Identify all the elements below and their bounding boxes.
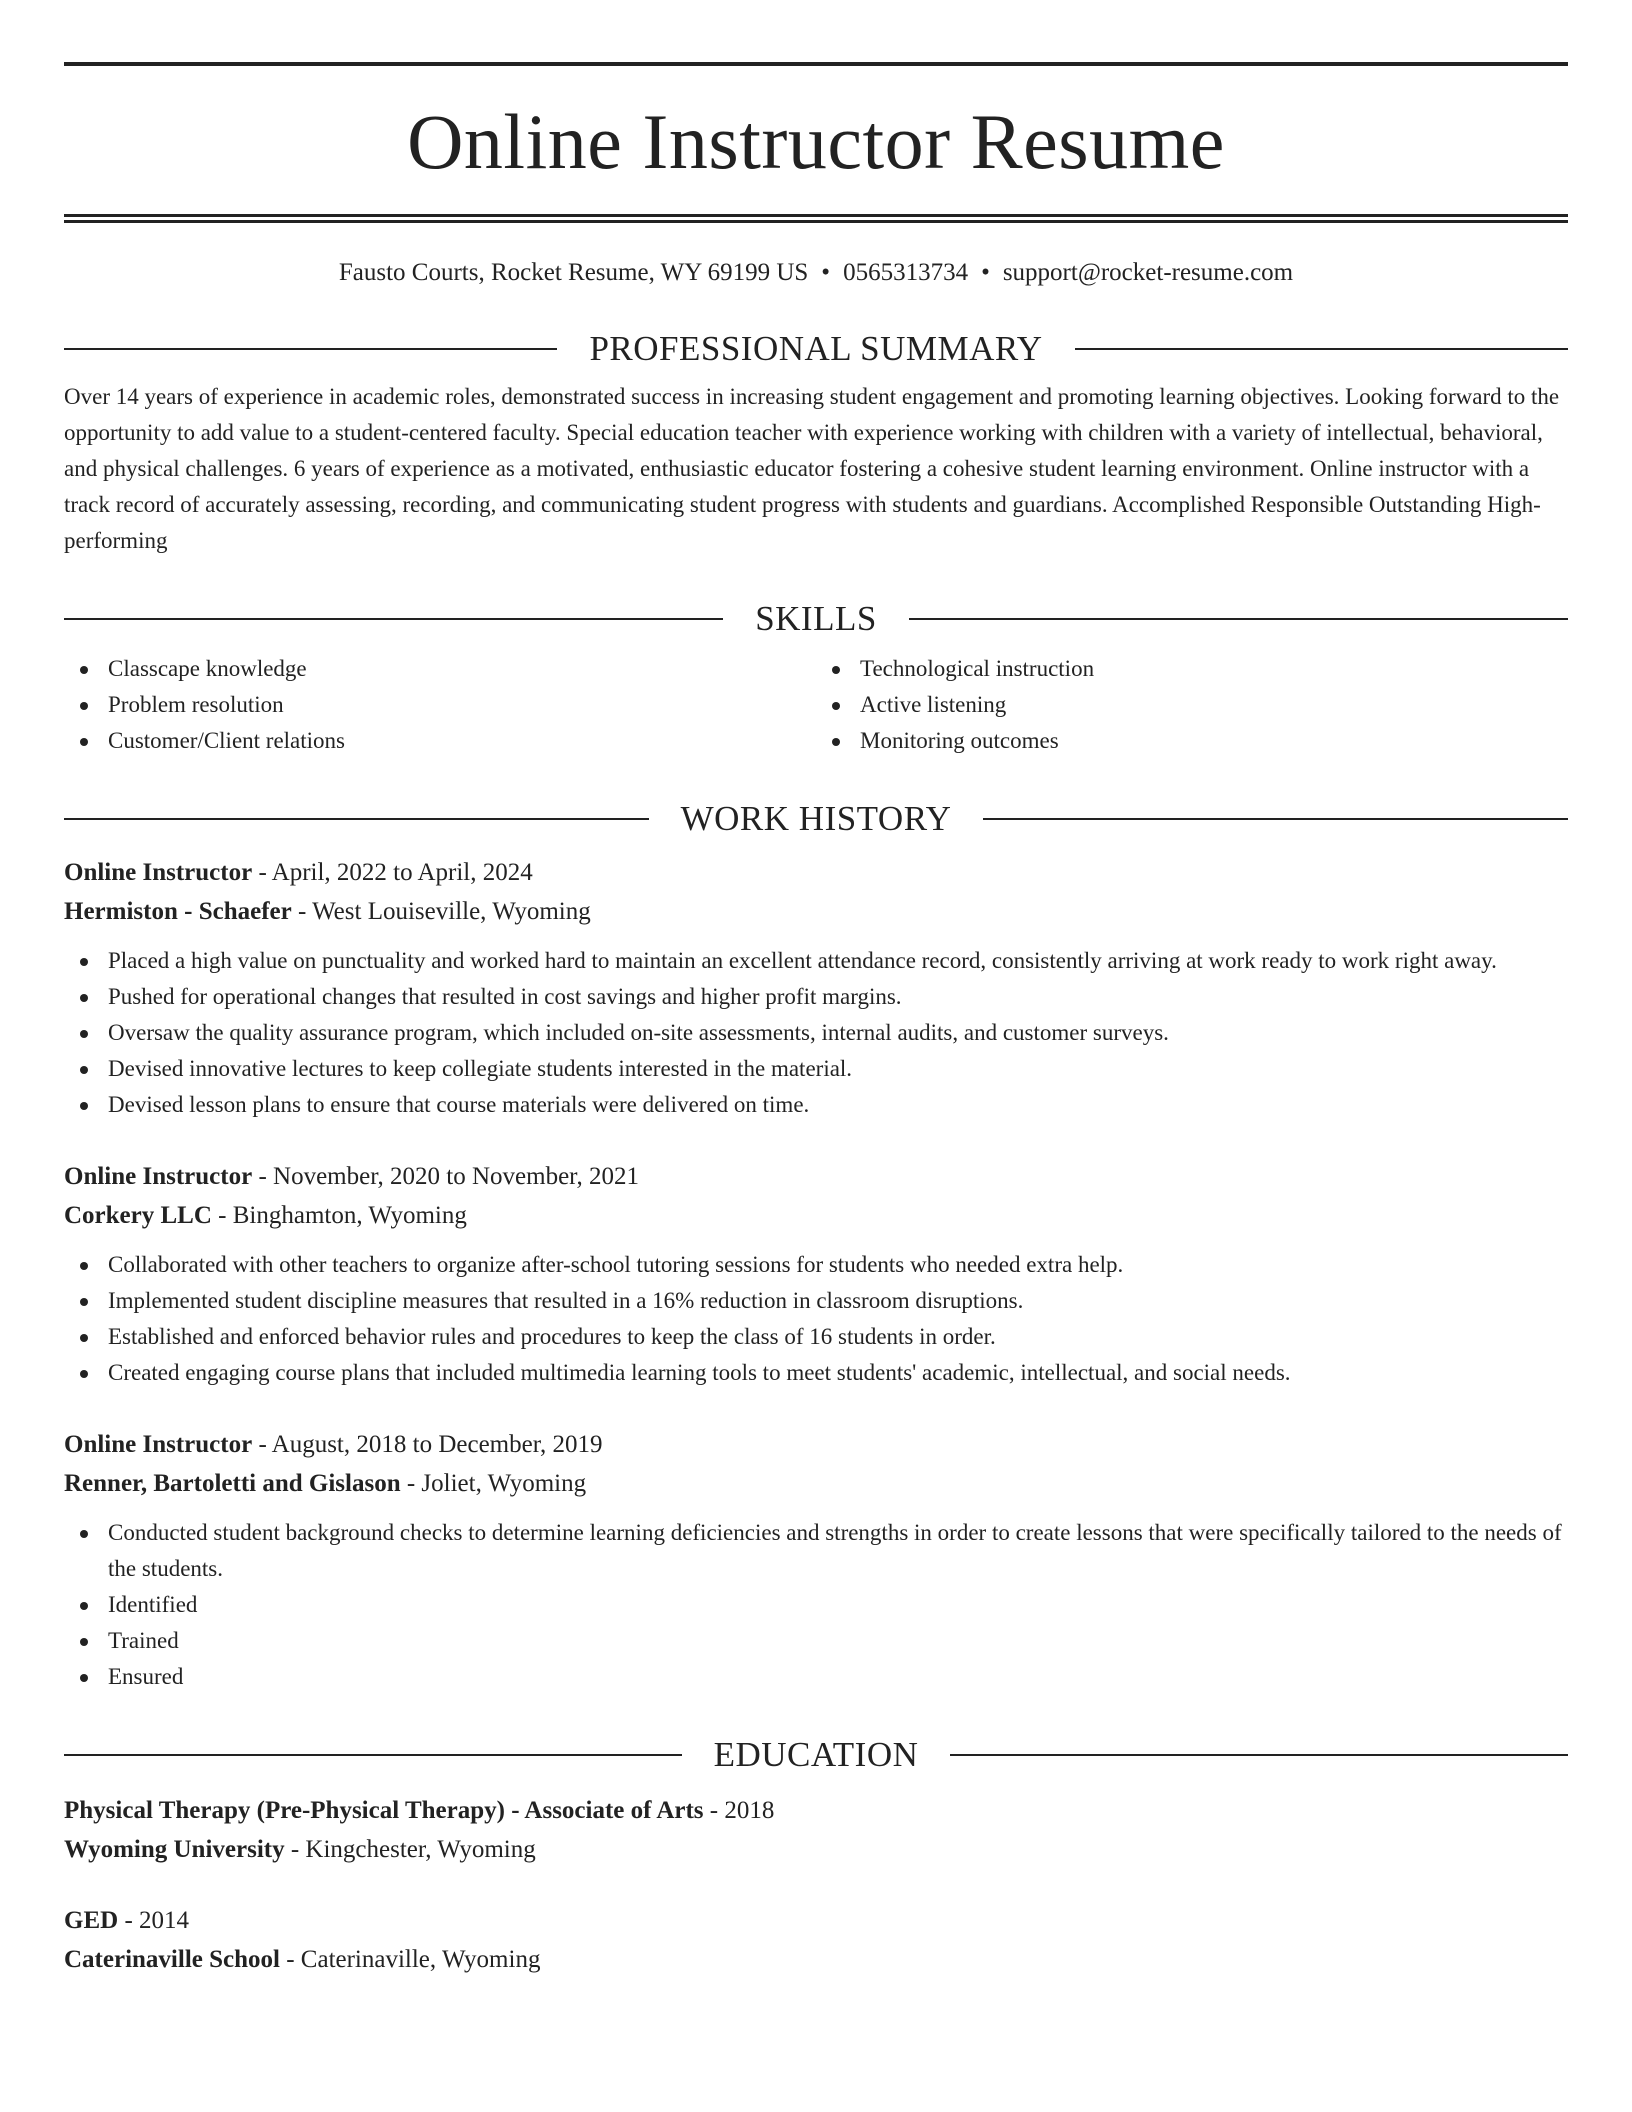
job-bullets bbox=[64, 1515, 1568, 1695]
contact-address: Fausto Courts, Rocket Resume, WY 69199 US bbox=[338, 259, 809, 286]
job-bullet: Placed a high value on punctuality and worked hard to maintain an excellent attendance record, consistently arriving at work ready to work right away. bbox=[64, 943, 1568, 979]
education-year: - 2018 bbox=[703, 1797, 775, 1824]
section-rule bbox=[64, 818, 649, 820]
contact-separator: • bbox=[821, 259, 831, 286]
education-school-line bbox=[64, 1830, 1568, 1869]
job-title: Online Instructor bbox=[64, 1431, 253, 1458]
skill-item: Classcape knowledge bbox=[64, 651, 816, 687]
job-bullet: Collaborated with other teachers to organize after-school tutoring sessions for students who needed extra help. bbox=[64, 1247, 1568, 1283]
education-degree: Physical Therapy (Pre-Physical Therapy) - Associate of Arts bbox=[64, 1797, 704, 1824]
summary-heading: PROFESSIONAL SUMMARY bbox=[589, 329, 1043, 368]
job-dates: - November, 2020 to November, 2021 bbox=[252, 1163, 640, 1190]
job-bullet: Established and enforced behavior rules and procedures to keep the class of 16 students in order. bbox=[64, 1319, 1568, 1355]
education-degree-line bbox=[64, 1791, 1568, 1830]
section-rule bbox=[64, 348, 557, 350]
job-company: Hermiston - Schaefer bbox=[64, 898, 292, 925]
job-title-line bbox=[64, 1425, 1568, 1464]
job-bullet: Conducted student background checks to determine learning deficiencies and strengths in order to create lessons that were specifically tailored to the needs of the students. bbox=[64, 1515, 1568, 1587]
summary-section-header bbox=[64, 329, 1568, 369]
skills-column-right bbox=[816, 651, 1568, 759]
page-title: Online Instructor Resume bbox=[407, 98, 1225, 185]
education-section-header bbox=[64, 1735, 1568, 1775]
job-bullets bbox=[64, 943, 1568, 1123]
education-degree-line bbox=[64, 1901, 1568, 1940]
job-bullet: Trained bbox=[64, 1623, 1568, 1659]
education-school: Wyoming University bbox=[64, 1836, 285, 1863]
job-dates: - August, 2018 to December, 2019 bbox=[252, 1431, 603, 1458]
section-rule bbox=[983, 818, 1568, 820]
job-company-line bbox=[64, 1464, 1568, 1503]
skills-list bbox=[64, 651, 1568, 759]
contact-separator: • bbox=[981, 259, 990, 286]
job-bullets bbox=[64, 1247, 1568, 1391]
job-title: Online Instructor bbox=[64, 1163, 253, 1190]
title-double-rule bbox=[64, 214, 1568, 223]
education-school-line bbox=[64, 1940, 1568, 1979]
job-title-line bbox=[64, 1157, 1568, 1196]
section-rule bbox=[950, 1754, 1568, 1756]
skill-item: Technological instruction bbox=[816, 651, 1568, 687]
work-section-header bbox=[64, 799, 1568, 839]
job-company: Renner, Bartoletti and Gislason bbox=[64, 1470, 401, 1497]
skill-item: Active listening bbox=[816, 687, 1568, 723]
job-bullet: Ensured bbox=[64, 1659, 1568, 1695]
job-company-line bbox=[64, 1196, 1568, 1235]
education-heading: EDUCATION bbox=[713, 1735, 919, 1774]
education-entry bbox=[64, 1901, 1568, 1979]
job-title: Online Instructor bbox=[64, 859, 253, 886]
education-school: Caterinaville School bbox=[64, 1946, 280, 1973]
summary-text: Over 14 years of experience in academic roles, demonstrated success in increasing student engagement and promoting learning objectives. Looking forward to the opportunity to add value to a student-centered faculty. Special education teacher with experience working with children with a variety of intellectual, behavioral, and physical challenges. 6 years of experience as a motivated, enthusiastic educator fostering a cohesive student learning environment. Online instructor with a track record of accurately assessing, recording, and communicating student progress with students and guardians. Accomplished Responsible Outstanding High-performing bbox=[64, 384, 1560, 553]
section-rule bbox=[64, 618, 723, 620]
job-company-line bbox=[64, 892, 1568, 931]
education-location: - Caterinaville, Wyoming bbox=[279, 1946, 541, 1973]
job-bullet: Devised innovative lectures to keep collegiate students interested in the material. bbox=[64, 1051, 1568, 1087]
contact-email: support@rocket-resume.com bbox=[1002, 259, 1294, 286]
job-bullet: Implemented student discipline measures that resulted in a 16% reduction in classroom disruptions. bbox=[64, 1283, 1568, 1319]
work-heading: WORK HISTORY bbox=[680, 799, 952, 838]
job-bullet: Created engaging course plans that included multimedia learning tools to meet students' academic, intellectual, and social needs. bbox=[64, 1355, 1568, 1391]
education-year: - 2014 bbox=[118, 1907, 190, 1934]
job-bullet: Pushed for operational changes that resulted in cost savings and higher profit margins. bbox=[64, 979, 1568, 1015]
education-entry bbox=[64, 1791, 1568, 1869]
education-location: - Kingchester, Wyoming bbox=[284, 1836, 536, 1863]
skill-item: Problem resolution bbox=[64, 687, 816, 723]
job-bullet: Oversaw the quality assurance program, which included on-site assessments, internal audits, and customer surveys. bbox=[64, 1015, 1568, 1051]
contact-phone: 0565313734 bbox=[843, 259, 969, 286]
skill-item: Monitoring outcomes bbox=[816, 723, 1568, 759]
education-degree: GED bbox=[64, 1907, 119, 1934]
skills-heading: SKILLS bbox=[755, 599, 877, 638]
job-title-line bbox=[64, 853, 1568, 892]
skills-section-header bbox=[64, 599, 1568, 639]
job-location: - Joliet, Wyoming bbox=[400, 1470, 587, 1497]
top-rule bbox=[64, 62, 1568, 66]
section-rule bbox=[1075, 348, 1568, 350]
job-company: Corkery LLC bbox=[64, 1202, 212, 1229]
section-rule bbox=[909, 618, 1568, 620]
job-entry bbox=[64, 1157, 1568, 1391]
contact-line bbox=[64, 257, 1568, 289]
job-location: - West Louiseville, Wyoming bbox=[291, 898, 591, 925]
job-entry bbox=[64, 1425, 1568, 1695]
job-bullet: Identified bbox=[64, 1587, 1568, 1623]
job-bullet: Devised lesson plans to ensure that course materials were delivered on time. bbox=[64, 1087, 1568, 1123]
job-dates: - April, 2022 to April, 2024 bbox=[252, 859, 533, 886]
job-entry bbox=[64, 853, 1568, 1123]
skills-column-left bbox=[64, 651, 816, 759]
section-rule bbox=[64, 1754, 682, 1756]
skill-item: Customer/Client relations bbox=[64, 723, 816, 759]
job-location: - Binghamton, Wyoming bbox=[211, 1202, 467, 1229]
